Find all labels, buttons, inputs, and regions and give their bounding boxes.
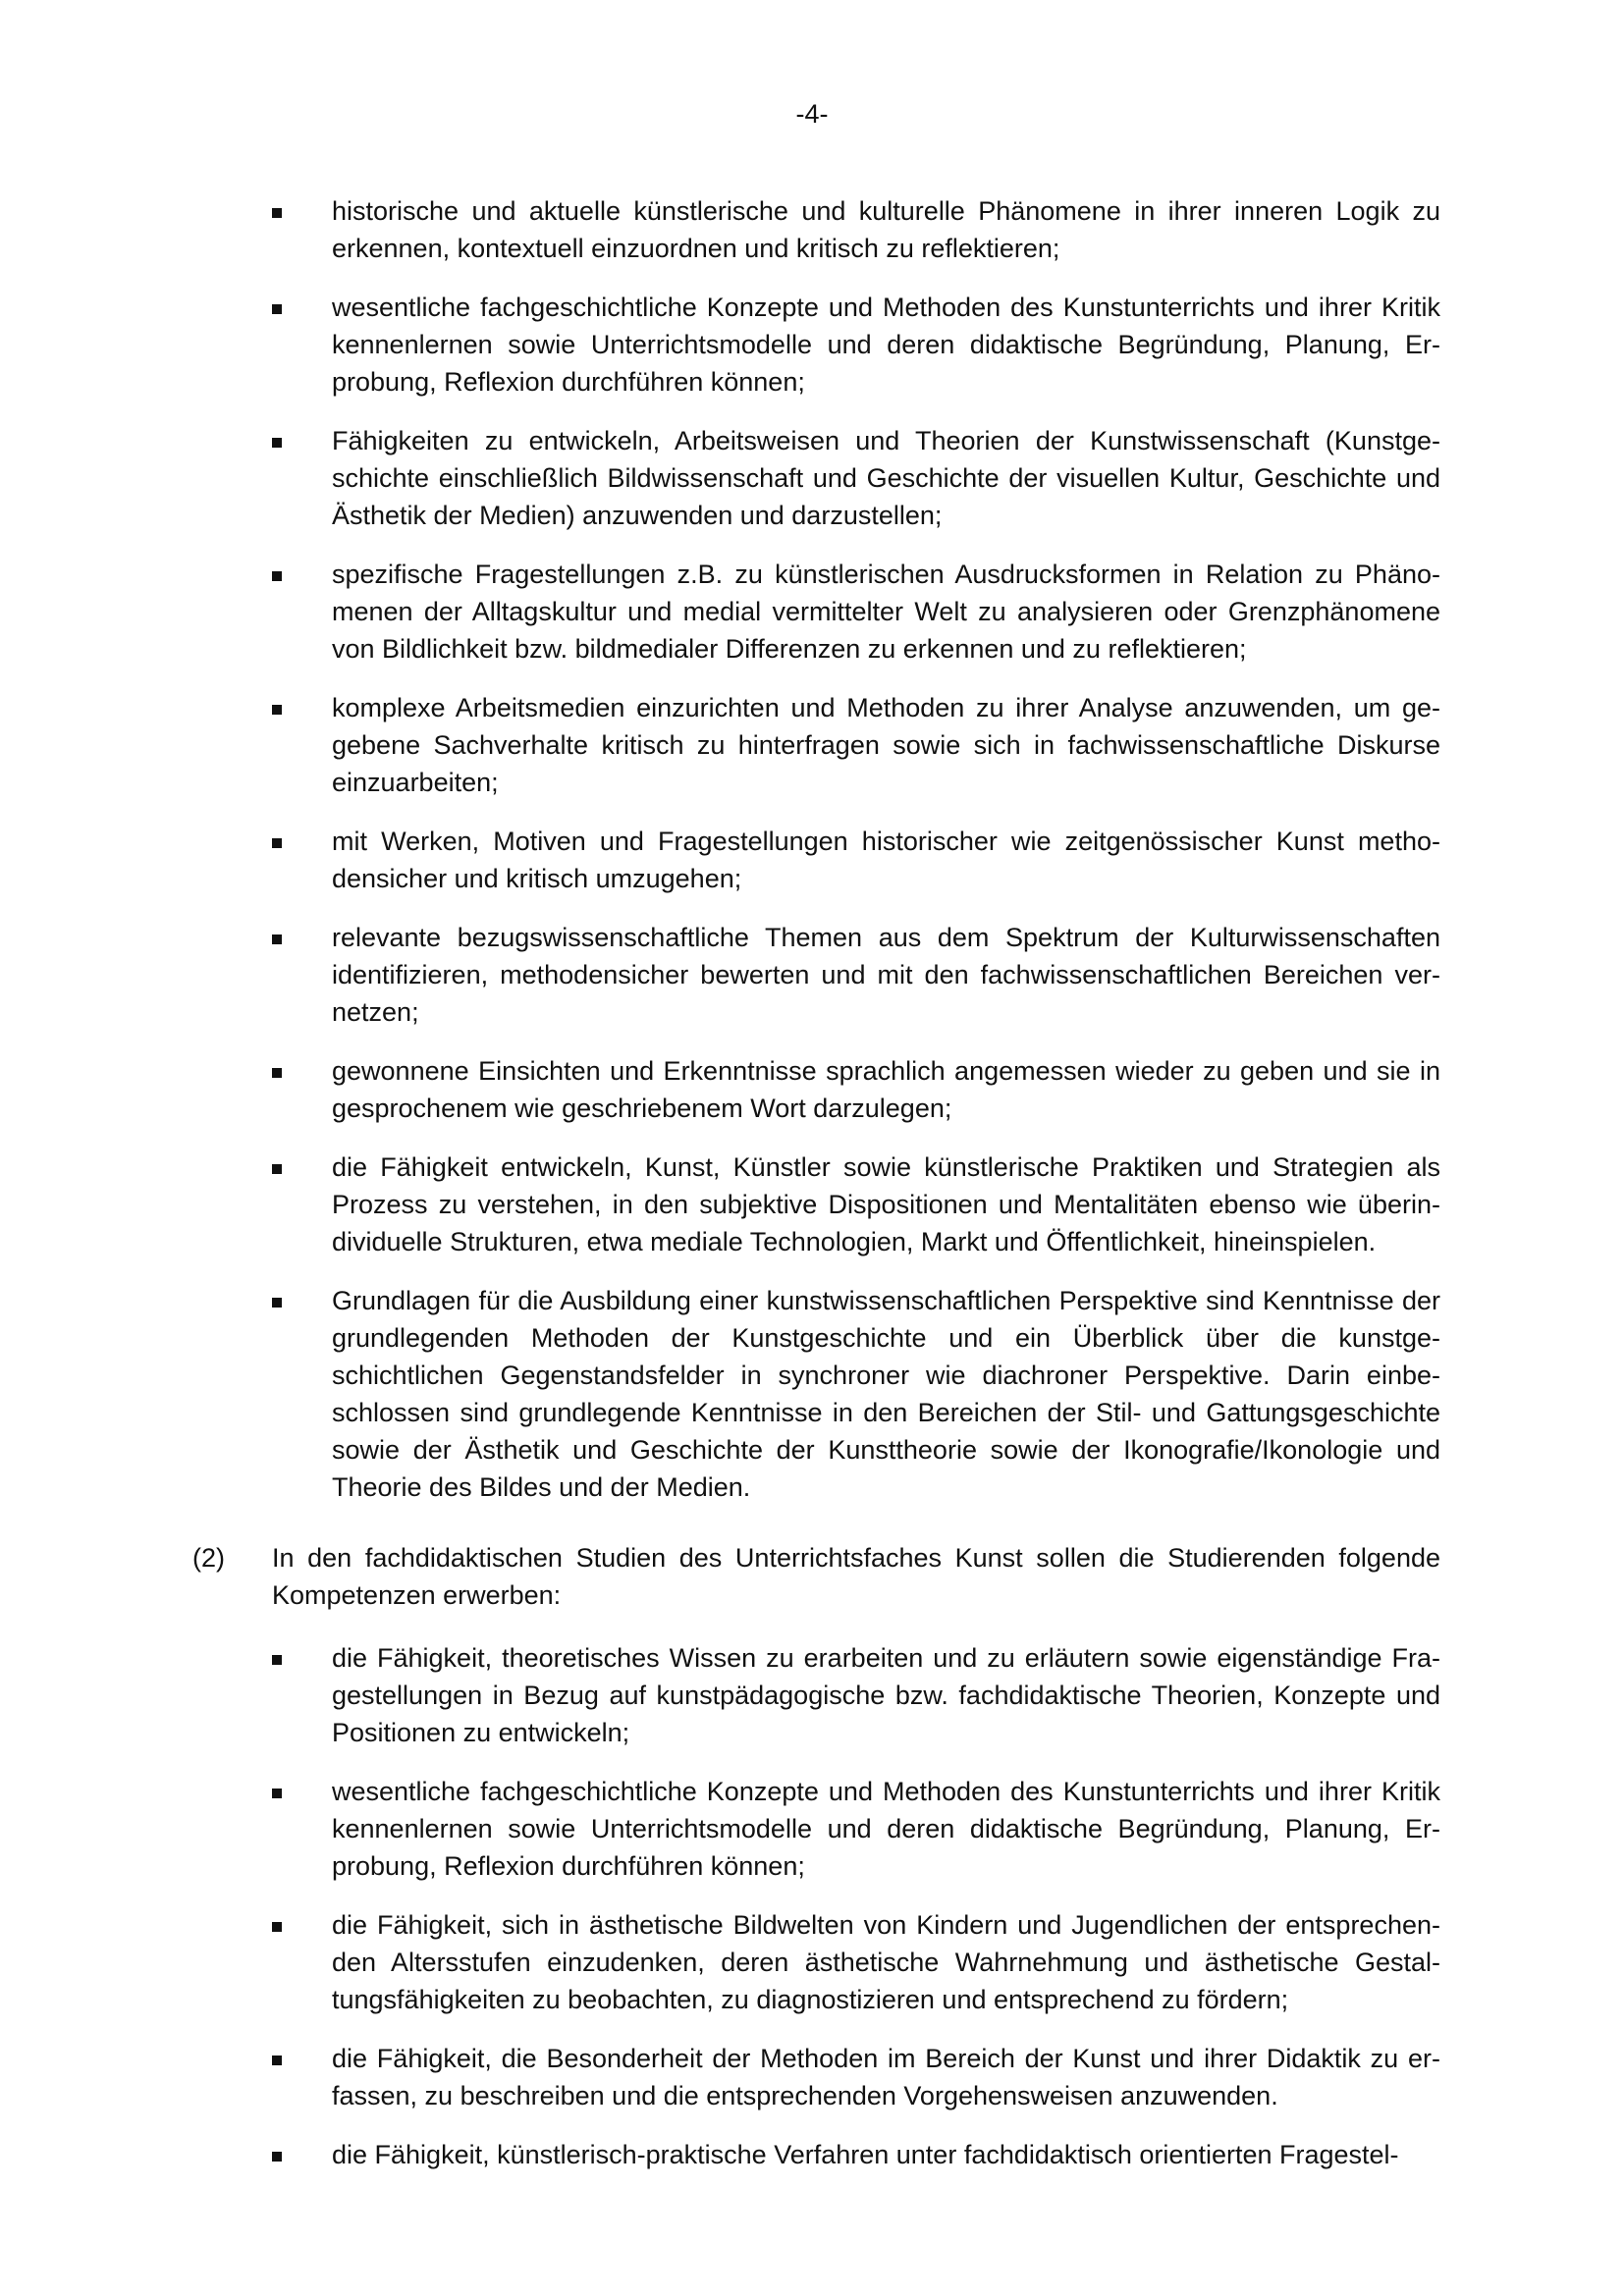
list-item-text: historische und aktuelle künstlerische und kulturelle Phänomene in ihrer inneren Logik zu erkennen, kontextuell einzuordnen und kritisch zu reflektieren; [332, 196, 1440, 263]
square-bullet-icon [272, 438, 282, 448]
section-number: (2) [192, 1543, 225, 1573]
list-item-text: Fähigkeiten zu entwickeln, Arbeitsweisen und Theorien der Kunstwissenschaft (Kunstgeschichte einschließlich Bildwissenschaft und Geschichte der visuellen Kultur, Geschichte und Ästhetik der Medien) anzuwenden und darzustellen; [332, 426, 1440, 530]
square-bullet-icon [272, 571, 282, 581]
square-bullet-icon [272, 1789, 282, 1798]
square-bullet-icon [272, 1655, 282, 1665]
square-bullet-icon [272, 208, 282, 218]
list-item-text: komplexe Arbeitsmedien einzurichten und Methoden zu ihrer Analyse anzuwenden, um gegebene Sachverhalte kritisch zu hinterfragen sowie sich in fachwissenschaftliche Diskurse einzuarbeiten; [332, 693, 1440, 797]
list-item [332, 2136, 1440, 2173]
square-bullet-icon [272, 1164, 282, 1174]
list-item-text: die Fähigkeit, sich in ästhetische Bildwelten von Kindern und Jugendlichen der entsprechenden Altersstufen einzudenken, deren ästhetische Wahrnehmung und ästhetische Gestaltungsfähigkeiten zu beobachten, zu diagnostizieren und entsprechend zu fördern; [332, 1910, 1440, 2014]
list-item [332, 1639, 1440, 1751]
list-item [332, 689, 1440, 801]
list-item [332, 919, 1440, 1031]
section-2 [0, 1539, 1624, 1614]
competence-list-1 [0, 192, 1624, 1506]
square-bullet-icon [272, 1068, 282, 1078]
list-item-text: spezifische Fragestellungen z.B. zu künstlerischen Ausdrucksformen in Relation zu Phänomenen der Alltagskultur und medial vermittelter Welt zu analysieren oder Grenzphänomene von Bildlichkeit bzw. bildmedialer Differenzen zu erkennen und zu reflektieren; [332, 560, 1440, 664]
page-content [0, 192, 1624, 2195]
list-item [332, 2040, 1440, 2114]
list-item-text: mit Werken, Motiven und Fragestellungen historischer wie zeitgenössischer Kunst methodensicher und kritisch umzugehen; [332, 827, 1440, 893]
list-item [332, 823, 1440, 897]
square-bullet-icon [272, 838, 282, 848]
list-item-text: relevante bezugswissenschaftliche Themen aus dem Spektrum der Kulturwissenschaften identifizieren, methodensicher bewerten und mit den fachwissenschaftlichen Bereichen vernetzen; [332, 923, 1440, 1027]
competence-list-2 [0, 1639, 1624, 2173]
list-item [332, 1906, 1440, 2018]
list-item [332, 1148, 1440, 1260]
square-bullet-icon [272, 2056, 282, 2065]
page-number: -4- [795, 99, 829, 129]
square-bullet-icon [272, 934, 282, 944]
list-item-text: Grundlagen für die Ausbildung einer kunstwissenschaftlichen Perspektive sind Kenntnisse der grundlegenden Methoden der Kunstgeschichte und ein Überblick über die kunstgeschichtlichen Gegenstandsfelder in synchroner wie diachroner Perspektive. Darin einbeschlossen sind grundlegende Kenntnisse in den Bereichen der Stil- und Gattungsgeschichte sowie der Ästhetik und Geschichte der Kunsttheorie sowie der Ikonografie/Ikonologie und Theorie des Bildes und der Medien. [332, 1286, 1440, 1502]
list-item-text: gewonnene Einsichten und Erkenntnisse sprachlich angemessen wieder zu geben und sie in gesprochenem wie geschriebenem Wort darzulegen; [332, 1056, 1440, 1123]
list-item [332, 556, 1440, 667]
list-item [332, 422, 1440, 534]
square-bullet-icon [272, 1922, 282, 1932]
square-bullet-icon [272, 2152, 282, 2162]
list-item [332, 1773, 1440, 1885]
section-intro-text: In den fachdidaktischen Studien des Unterrichtsfaches Kunst sollen die Studierenden folgende Kompetenzen erwerben: [272, 1543, 1440, 1610]
list-item [332, 1052, 1440, 1127]
list-item [332, 192, 1440, 267]
list-item-text: wesentliche fachgeschichtliche Konzepte und Methoden des Kunstunterrichts und ihrer Kritik kennenlernen sowie Unterrichtsmodelle und deren didaktische Begründung, Planung, Erprobung, Reflexion durchführen können; [332, 293, 1440, 397]
list-item [332, 289, 1440, 400]
list-item-text: die Fähigkeit, die Besonderheit der Methoden im Bereich der Kunst und ihrer Didaktik zu erfassen, zu beschreiben und die entsprechenden Vorgehensweisen anzuwenden. [332, 2044, 1440, 2110]
list-item-text: die Fähigkeit entwickeln, Kunst, Künstler sowie künstlerische Praktiken und Strategien als Prozess zu verstehen, in den subjektive Dispositionen und Mentalitäten ebenso wie überindividuelle Strukturen, etwa mediale Technologien, Markt und Öffentlichkeit, hineinspielen. [332, 1152, 1440, 1256]
list-item [332, 1282, 1440, 1506]
square-bullet-icon [272, 1298, 282, 1308]
square-bullet-icon [272, 705, 282, 715]
square-bullet-icon [272, 304, 282, 314]
list-item-text: die Fähigkeit, künstlerisch-praktische Verfahren unter fachdidaktisch orientierten Fragestel- [332, 2140, 1399, 2169]
list-item-text: die Fähigkeit, theoretisches Wissen zu erarbeiten und zu erläutern sowie eigenständige Fragestellungen in Bezug auf kunstpädagogische bzw. fachdidaktische Theorien, Konzepte und Positionen zu entwickeln; [332, 1643, 1440, 1747]
list-item-text: wesentliche fachgeschichtliche Konzepte und Methoden des Kunstunterrichts und ihrer Kritik kennenlernen sowie Unterrichtsmodelle und deren didaktische Begründung, Planung, Erprobung, Reflexion durchführen können; [332, 1777, 1440, 1881]
